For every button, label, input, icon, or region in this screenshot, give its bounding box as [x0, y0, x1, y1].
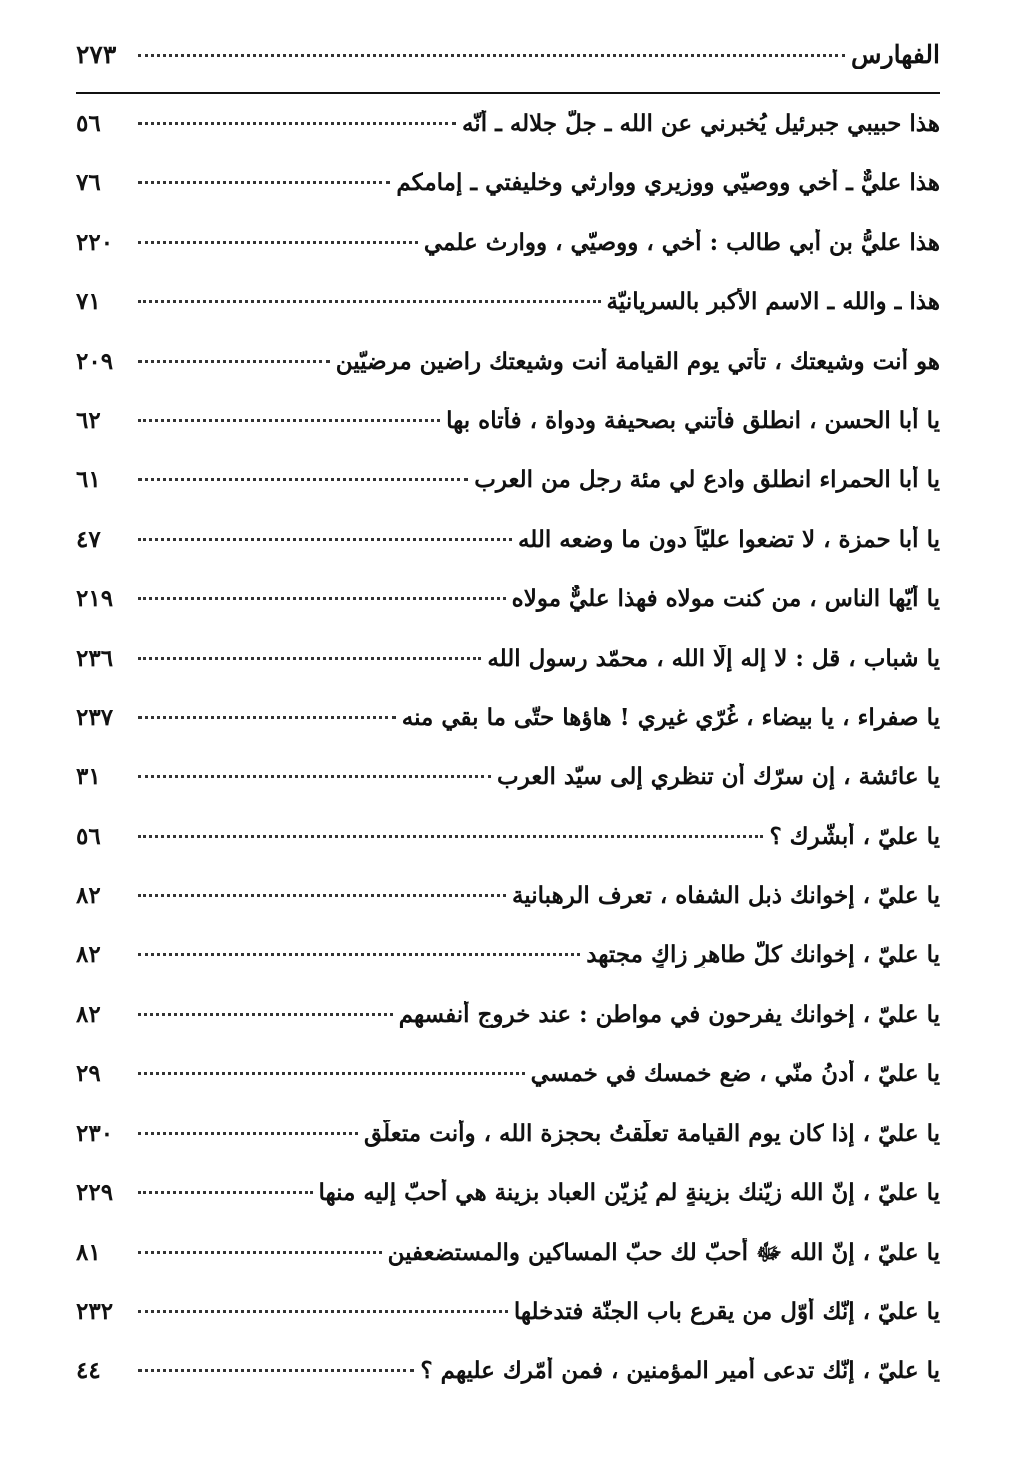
index-entry	[76, 526, 940, 585]
entry-text: يا عليّ ، إذا كان يوم القيامة تعلّقتُ بحجزة الله ، وأنت متعلّق	[363, 1119, 940, 1147]
index-entry	[76, 1357, 940, 1416]
index-entry	[76, 1060, 940, 1119]
header-dot-leader	[138, 54, 845, 57]
dot-leader	[138, 538, 512, 541]
index-entry	[76, 585, 940, 644]
entry-page-number: ٥٦	[76, 110, 101, 137]
entry-text: يا عليّ ، إنّ الله ﷻ أحبّ لك حبّ المساكين والمستضعفين	[387, 1239, 940, 1267]
dot-leader	[138, 775, 491, 778]
index-entry	[76, 466, 940, 525]
index-entry	[76, 1001, 940, 1060]
index-entry	[76, 169, 940, 228]
index-entry	[76, 1238, 940, 1297]
entry-page-number: ٨٢	[76, 882, 101, 910]
index-entry	[76, 1179, 940, 1238]
dot-leader	[138, 835, 763, 838]
index-entry	[76, 823, 940, 882]
dot-leader	[138, 1251, 382, 1254]
dot-leader	[138, 1132, 358, 1135]
entry-page-number: ٢٣٠	[76, 1119, 114, 1147]
entry-page-number: ٤٧	[76, 525, 101, 553]
entry-text: يا عليّ ، إنّ الله زيّنك بزينةٍ لم يُزيّن العباد بزينة هي أحبّ إليه منها	[318, 1179, 940, 1207]
entry-page-number: ٧١	[76, 288, 101, 316]
index-entry	[76, 763, 940, 822]
dot-leader	[138, 300, 601, 303]
index-entry	[76, 110, 940, 169]
dot-leader	[138, 122, 456, 125]
entry-text: يا عائشة ، إن سرّك أن تنظري إلى سيّد العرب	[497, 763, 940, 791]
entry-text: يا أيّها الناس ، من كنت مولاه فهذا عليٌّ مولاه	[511, 585, 940, 613]
entry-page-number: ٢٣٢	[76, 1297, 114, 1325]
dot-leader	[138, 1369, 414, 1372]
entry-text: يا أبا الحسن ، انطلق فأتني بصحيفة ودواة ، فأتاه بها	[446, 406, 940, 434]
index-entry	[76, 229, 940, 288]
entry-page-number: ٨٢	[76, 1000, 101, 1028]
dot-leader	[138, 894, 506, 897]
entry-text: يا أبا حمزة ، لا تضعوا عليّاً دون ما وضعه الله	[517, 525, 940, 553]
dot-leader	[138, 716, 396, 719]
entry-page-number: ٨١	[76, 1239, 101, 1267]
entry-text: يا عليّ ، أبشّرك ؟	[769, 822, 940, 850]
entry-text: هذا حبيبي جبرئيل يُخبرني عن الله ـ جلّ جلاله ـ أنّه	[461, 110, 940, 137]
entry-page-number: ٢٩	[76, 1060, 101, 1088]
header-page-number: ٢٧٣	[76, 40, 117, 69]
dot-leader	[138, 181, 390, 184]
entry-text: هو أنت وشيعتك ، تأتي يوم القيامة أنت وشيعتك راضين مرضيّين	[335, 347, 940, 375]
entry-page-number: ٣١	[76, 763, 101, 791]
dot-leader	[138, 1013, 393, 1016]
index-entry	[76, 882, 940, 941]
dot-leader	[138, 360, 330, 363]
entry-page-number: ٦١	[76, 466, 101, 494]
entry-text: يا شباب ، قل : لا إله إلّا الله ، محمّد رسول الله	[487, 644, 940, 672]
dot-leader	[138, 1191, 313, 1194]
dot-leader	[138, 657, 481, 660]
entry-text: هذا ـ والله ـ الاسم الأكبر بالسريانيّة	[606, 288, 940, 316]
dot-leader	[138, 419, 440, 422]
entry-page-number: ٢٢٠	[76, 228, 114, 256]
index-entry	[76, 941, 940, 1000]
index-entries	[76, 110, 940, 1417]
entry-text: هذا عليُّ بن أبي طالب : أخي ، ووصيّي ، ووارث علمي	[423, 228, 940, 256]
entry-page-number: ٢٢٩	[76, 1179, 114, 1207]
entry-text: هذا عليٌّ ـ أخي ووصيّي ووزيري ووارثي وخليفتي ـ إمامكم	[396, 169, 940, 197]
header-title: الفهارس	[851, 40, 940, 69]
entry-text: يا صفراء ، يا بيضاء ، غُرّي غيري ! هاؤها حتّى ما بقي منه	[401, 703, 940, 731]
entry-page-number: ٢٠٩	[76, 347, 114, 375]
index-entry	[76, 288, 940, 347]
dot-leader	[138, 597, 506, 600]
entry-text: يا عليّ ، إنّك أوّل من يقرع باب الجنّة فتدخلها	[513, 1297, 940, 1325]
entry-page-number: ٤٤	[76, 1357, 101, 1385]
entry-page-number: ٢١٩	[76, 585, 114, 613]
dot-leader	[138, 1072, 525, 1075]
index-entry	[76, 645, 940, 704]
running-header	[76, 40, 940, 92]
index-entry	[76, 1120, 940, 1179]
entry-text: يا عليّ ، إنّك تدعى أمير المؤمنين ، فمن أمّرك عليهم ؟	[420, 1357, 940, 1385]
index-entry	[76, 407, 940, 466]
entry-text: يا عليّ ، إخوانك يفرحون في مواطن : عند خروج أنفسهم	[398, 1000, 940, 1028]
dot-leader	[138, 478, 468, 481]
entry-page-number: ٨٢	[76, 941, 101, 969]
entry-page-number: ٧٦	[76, 169, 101, 197]
entry-page-number: ٢٣٧	[76, 703, 114, 731]
entry-text: يا عليّ ، إخوانك كلّ طاهرٍ زاكٍ مجتهد	[586, 941, 940, 969]
header-rule	[76, 92, 940, 94]
entry-text: يا أبا الحمراء انطلق وادع لي مئة رجل من العرب	[474, 466, 940, 494]
dot-leader	[138, 241, 418, 244]
entry-page-number: ٢٣٦	[76, 644, 114, 672]
entry-page-number: ٦٢	[76, 406, 101, 434]
entry-text: يا عليّ ، إخوانك ذبل الشفاه ، تعرف الرهبانية	[511, 882, 940, 910]
index-page	[76, 40, 940, 1417]
entry-text: يا عليّ ، أدنُ منّي ، ضع خمسك في خمسي	[530, 1060, 940, 1088]
entry-page-number: ٥٦	[76, 822, 101, 850]
index-entry	[76, 348, 940, 407]
dot-leader	[138, 953, 580, 956]
index-entry	[76, 1298, 940, 1357]
index-entry	[76, 704, 940, 763]
dot-leader	[138, 1310, 508, 1313]
